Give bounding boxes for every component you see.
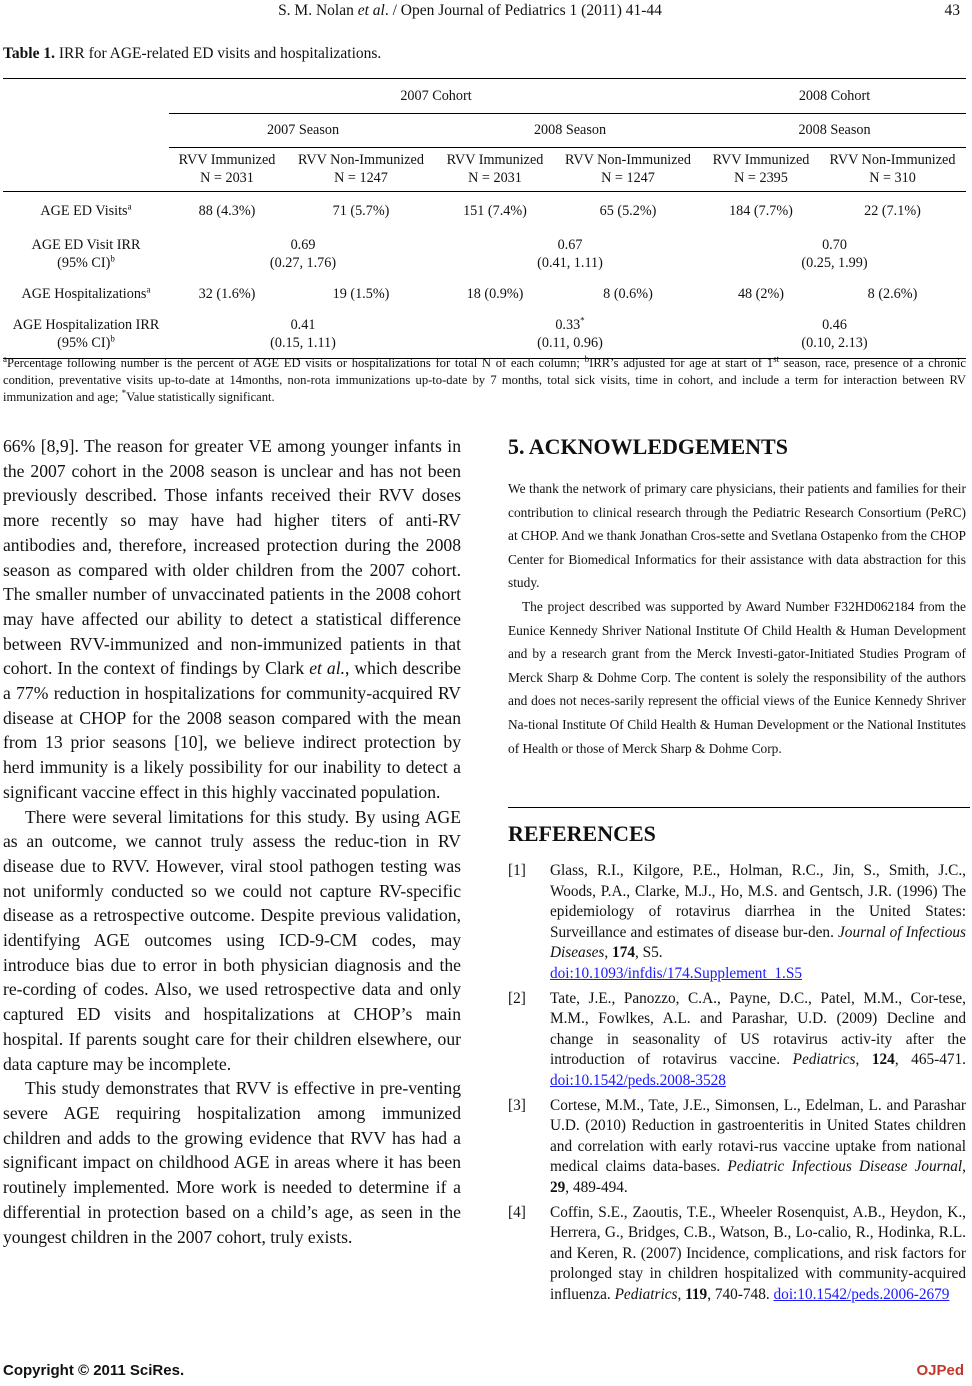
- table-caption: Table 1. IRR for AGE-related ED visits and hospitalizations.: [3, 45, 382, 62]
- reference-item: [3] Cortese, M.M., Tate, J.E., Simonsen, L., Edelman, L. and Parashar U.D. (2010) Reduction in gastroenteritis in United States children and correlation with early rotavi-rus vaccine uptake from national medical claims data-bases. Pediatric Infectious Disease Journal, 29, 489-494.: [508, 1096, 966, 1196]
- table-cell: 0.33* (0.11, 0.96): [537, 315, 603, 351]
- col-header: RVV Immunized N = 2395: [712, 152, 810, 187]
- references-list: [508, 861, 966, 1309]
- season-2007-header: 2007 Season: [169, 113, 437, 147]
- table-cell: 65 (5.2%): [599, 203, 657, 219]
- footer-journal-brand: OJPed: [916, 1362, 964, 1379]
- doi-link[interactable]: doi:10.1542/peds.2008-3528: [550, 1071, 726, 1089]
- doi-link[interactable]: doi:10.1542/peds.2006-2679: [773, 1285, 950, 1303]
- paragraph: There were several limitations for this study. By using AGE as an outcome, we cannot truly assess the reduc-tion in RV disease due to RVV. However, viral stool pathogen testing was not uniformly conducted so we could not capture RV-specific disease as a retrospective outcome. Despite previous validation, identifying AGE outcomes using ICD-9-CM codes, may introduce bias due to error in both physician diagnosis and the re-cording of codes. Also, we used retrospective data and only captured ED visits and hospitalizations at CHOP’s main hospital. If parents sought care for their children elsewhere, our data capture may be incomplete.: [3, 806, 461, 1074]
- table-cell: 184 (7.7%): [729, 203, 793, 219]
- paragraph: 66% [8,9]. The reason for greater VE among younger infants in the 2007 cohort in the 2008 season is unclear and has not been previously described. Those infants received their RVV doses more recently so may have had higher titers of anti-RV antibodies and, therefore, increased protection during the 2008 season as compared with older children from the 2007 cohort. The smaller number of unvaccinated patients in the 2008 cohort may have affected our ability to detect a statistical difference between RVV-immunized and non-immunized patients in that cohort. In the context of findings by Clark et al., which describe a 77% reduction in hospitalizations for community-acquired RV disease at CHOP for the 2008 season compared with the mean from 13 prior seasons [10], we believe indirect protection by herd immunity is a likely possibility for our inability to detect a significant vaccine effect in this highly vaccinated population.: [3, 436, 461, 802]
- row-label: AGE ED Visits$^a$: [40, 201, 132, 219]
- table-cell: 32 (1.6%): [198, 286, 256, 302]
- row-label: AGE Hospitalizations$^a$: [21, 284, 151, 302]
- table-row-cohort: [3, 79, 966, 114]
- table-cell: 0.46 (0.10, 2.13): [801, 317, 868, 351]
- table-row-ed-visits: [3, 192, 966, 231]
- acknowledgements-heading: 5. ACKNOWLEDGEMENTS: [508, 434, 788, 459]
- table-row-group-header: [3, 147, 966, 192]
- table-cell: 8 (0.6%): [603, 286, 653, 302]
- cohort-2007-header: 2007 Cohort: [169, 79, 703, 114]
- table-cell: 8 (2.6%): [867, 286, 918, 302]
- row-label: AGE ED Visit IRR (95% CI)$^b$: [31, 237, 141, 271]
- page-number: 43: [944, 2, 960, 19]
- cohort-2008-header: 2008 Cohort: [703, 79, 966, 114]
- running-header: [0, 2, 972, 24]
- reference-item: [2] Tate, J.E., Panozzo, C.A., Payne, D.C., Patel, M.M., Cor-tese, M.M., Fowlkes, A.L. and Parashar, U.D. (2009) Decline and change in seasonality of US rotavirus activ-ity after the introduction of rotavirus vaccine. Pediatrics, 124, 465-471. doi:10.1542/peds.2008-3528: [508, 989, 966, 1089]
- reference-item: [1] Glass, R.I., Kilgore, P.E., Holman, R.C., Jin, S., Smith, J.C., Woods, P.A., Clarke, M.J., Ho, M.S. and Gentsch, J.R. (1996) The epidemiology of rotavirus diarrhea in the United States: Surveillance and estimates of disease bur-den. Journal of Infectious Diseases, 174, S5. doi:10.1093/infdis/174.Supplement_1.S5: [508, 862, 966, 982]
- footer-copyright: Copyright © 2011 SciRes.: [3, 1362, 185, 1379]
- doi-link[interactable]: doi:10.1093/infdis/174.Supplement_1.S5: [550, 964, 802, 982]
- table-row-hospitalizations: [3, 278, 966, 310]
- paragraph: The project described was supported by Award Number F32HD062184 from the Eunice Kennedy Shriver National Institute Of Child Health & Human Development and by a research grant from the Merck Investi-gator-Initiated Studies Program of Merck Sharp & Dohme Corp. The content is solely the responsibility of the authors and does not neces-sarily represent the official views of the Eunice Kennedy Shriver Na-tional Institute Of Child Health & Human Development or the National Institutes of Health or those of Merck Sharp & Dohme Corp.: [508, 598, 966, 756]
- table-cell: 0.70 (0.25, 1.99): [801, 237, 868, 271]
- col-header: RVV Immunized N = 2031: [178, 152, 276, 187]
- season-2008a-header: 2008 Season: [437, 113, 703, 147]
- table-cell: 0.67 (0.41, 1.11): [537, 237, 603, 271]
- table-cell: 151 (7.4%): [463, 203, 527, 219]
- table-cell: 48 (2%): [737, 286, 785, 302]
- table-cell: 18 (0.9%): [466, 286, 524, 302]
- reference-item: [4] Coffin, S.E., Zaoutis, T.E., Wheeler Rosenquist, A.B., Heydon, K., Herrera, G., Bridges, C.B., Watson, B., Lo-calio, R., Hodinka, R.L. and Keren, R. (2007) Incidence, complications, and risk factors for prolonged stay in children hospitalized with community-acquired influenza. Pediatrics, 119, 740-748. doi:10.1542/peds.2006-2679: [508, 1203, 966, 1303]
- row-label: AGE Hospitalization IRR (95% CI)$^b$: [12, 317, 160, 351]
- left-column-text: [3, 434, 461, 1249]
- header-citation: S. M. Nolan et al. / Open Journal of Pediatrics 1 (2011) 41-44: [278, 2, 662, 19]
- table-cell: 22 (7.1%): [864, 203, 921, 219]
- season-2008b-header: 2008 Season: [703, 113, 966, 147]
- col-header: RVV Non-Immunized N = 310: [829, 152, 956, 187]
- col-header: RVV Non-Immunized N = 1247: [565, 152, 691, 187]
- irr-table: [3, 78, 966, 359]
- acknowledgements-text: [508, 477, 966, 760]
- table-row-season: [3, 113, 966, 147]
- col-header: RVV Immunized N = 2031: [446, 152, 544, 187]
- table-cell: 71 (5.7%): [332, 203, 390, 219]
- table-cell: 88 (4.3%): [198, 203, 256, 219]
- col-header: RVV Non-Immunized N = 1247: [298, 152, 424, 187]
- table-cell: 0.69 (0.27, 1.76): [269, 237, 337, 271]
- table-cell: 19 (1.5%): [332, 286, 390, 302]
- table-cell: 0.41 (0.15, 1.11): [270, 317, 336, 351]
- table-row-ed-irr: [3, 230, 966, 278]
- section-divider: [508, 807, 970, 808]
- table-row-hosp-irr: [3, 310, 966, 359]
- paragraph: This study demonstrates that RVV is effective in pre-venting severe AGE requiring hospitalization among immunized children and adds to the growing evidence that RVV has had a significant impact on childhood AGE in areas where it has been routinely implemented. More work is needed to determine if a differential in protection based on a child’s age, as seen in the youngest children in the 2007 cohort, truly exists.: [3, 1078, 461, 1247]
- paragraph: We thank the network of primary care physicians, their patients and families for their contribution to clinical research through the Pediatric Research Consortium (PeRC) at CHOP. And we thank Jonathan Cros-sette and Svetlana Ostapenko from the CHOP Center for Biomedical Informatics for their assistance with data abstraction for this study.: [508, 481, 966, 591]
- references-heading: REFERENCES: [508, 821, 656, 846]
- table-footnote: $^a$Percentage following number is the percent of AGE ED visits or hospitalizations for total N of each column; $^b$IRR’s adjusted for age at start of 1st season, race, presence of a chronic condition, preventative visits up-to-date at 14months, non-rota immunizations up-to-date by 7 months, total sick visits, time in cohort, and include a term for interaction between RV immunization and age; *Value statistically significant.: [3, 353, 966, 404]
